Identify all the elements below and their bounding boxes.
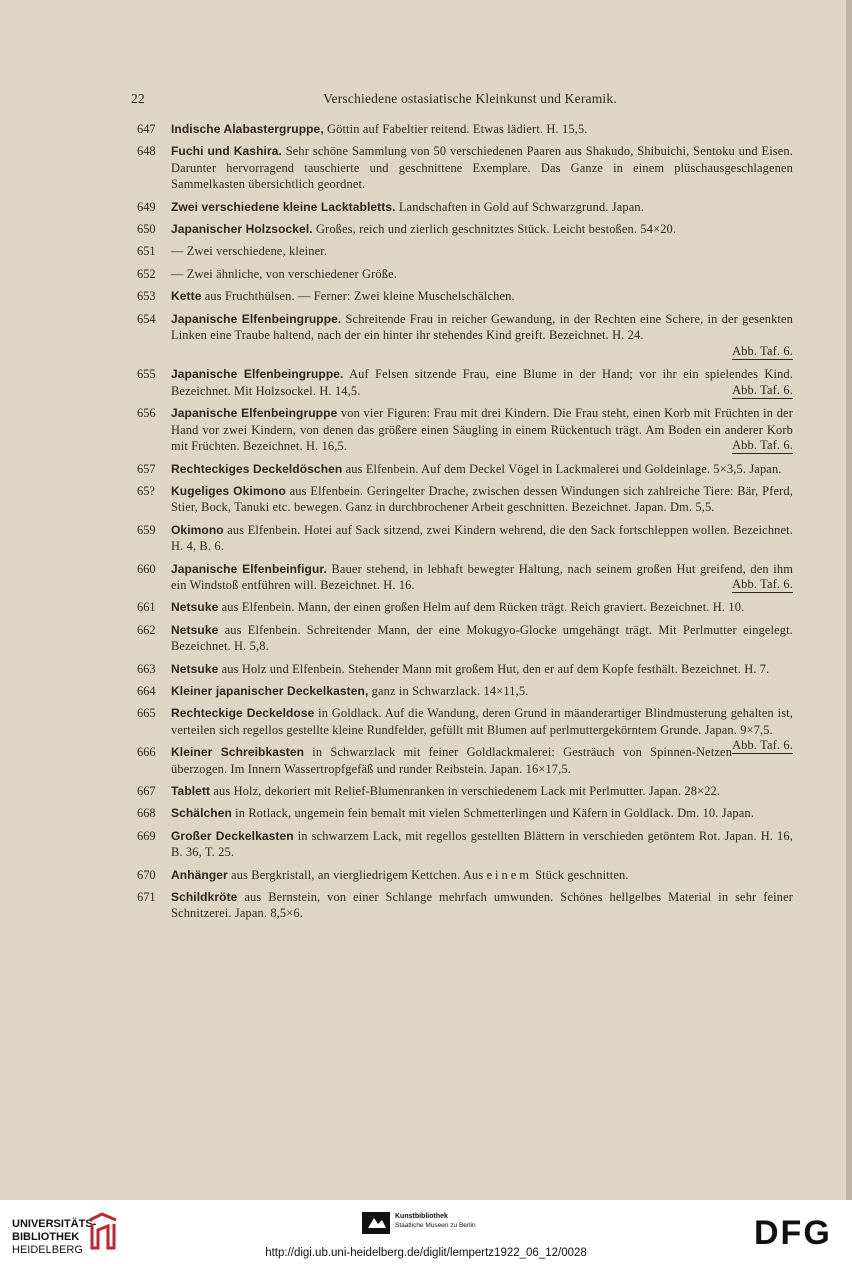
entry-body xyxy=(171,661,793,677)
catalog-entry-670 xyxy=(137,867,797,883)
entry-text: aus Holz und Elfenbein. Stehender Mann mit großem Hut, den er auf dem Kopfe festhält. Bezeichnet. H. 7. xyxy=(218,661,770,676)
catalog-entry-658 xyxy=(137,483,797,516)
entry-body xyxy=(171,683,793,699)
entry-title: Japanischer Holzsockel. xyxy=(171,222,313,237)
plate-reference: Abb. Taf. 6. xyxy=(732,738,793,753)
entry-title: Anhänger xyxy=(171,867,228,882)
entry-text: aus Bernstein, von einer Schlange mehrfach umwunden. Schönes hellgelbes Material in sehr feiner Schnitzerei. Japan. 8,5×6. xyxy=(171,890,793,921)
entry-body xyxy=(171,744,793,777)
ub-emblem-icon xyxy=(86,1212,120,1252)
entry-text: aus Bergkristall, an viergliedrigem Kettchen. Aus xyxy=(227,867,487,882)
entry-title: Japanische Elfenbeingruppe xyxy=(171,406,338,421)
ub-logo-line3: HEIDELBERG xyxy=(12,1244,83,1256)
entry-title: Tablett xyxy=(171,784,211,798)
entry-number: 670 xyxy=(137,867,156,882)
entry-text: Sehr schöne Sammlung von 50 verschiedenen Paaren aus Shakudo, Shibuichi, Sentoku und Eisen. Darunter hervorragend tauschierte und geschnittene Exemplare. Das Ganze in einem plüschausgeschlagenen Sammelkasten übersichtlich geordnet. xyxy=(171,144,794,192)
entry-number: 661 xyxy=(137,600,156,615)
entry-title: Schälchen xyxy=(171,806,232,821)
entry-number: 659 xyxy=(137,522,156,537)
entry-title: Kette xyxy=(171,289,202,304)
spaced-emphasis: einem xyxy=(486,867,532,882)
entry-body xyxy=(171,311,793,361)
entry-title: Zwei verschiedene kleine Lacktabletts. xyxy=(171,199,396,214)
entry-text: Schreitende Frau in reicher Gewandung, in der Rechten eine Schere, in der gesenkten Linken eine Traube haltend, nach der ein hinter ihr stehendes Kind greift. Bezeichnet. H. 24. xyxy=(171,311,793,343)
entry-body xyxy=(171,199,793,215)
catalog-entry-666 xyxy=(137,744,797,777)
entry-number: 655 xyxy=(137,367,156,382)
entry-text: Bauer stehend, in lebhaft bewegter Haltung, nach seinem großen Hut greifend, den ihm ein Windstoß entführen will. Bezeichnet. H. 16. xyxy=(171,561,793,592)
entry-title: Rechteckiges Deckeldöschen xyxy=(171,461,343,476)
entry-text: in schwarzem Lack, mit regellos gestellten Blättern in verschieden getöntem Rot. Japan. H. 16, B. 36, T. 25. xyxy=(171,828,793,860)
entry-text: Großes, reich und zierlich geschnitztes Stück. Leicht bestoßen. 54×20. xyxy=(312,222,677,237)
catalog-entry-655 xyxy=(137,366,797,399)
catalog-entry-654 xyxy=(137,311,797,361)
entry-title: Kugeliges Okimono xyxy=(171,483,286,498)
catalog-entry-656 xyxy=(137,405,797,454)
entry-body xyxy=(171,522,793,555)
entry-title: Netsuke xyxy=(171,622,219,637)
catalog-entry-651 xyxy=(137,243,797,259)
entry-text: aus Elfenbein. Auf dem Deckel Vögel in Lackmalerei und Goldeinlage. 5×3,5. Japan. xyxy=(342,461,782,476)
entry-number: 654 xyxy=(137,311,156,326)
entry-number: 649 xyxy=(137,199,156,214)
catalog-entry-667 xyxy=(137,783,797,799)
running-head xyxy=(0,91,852,109)
entry-body xyxy=(171,828,793,861)
entry-number: 650 xyxy=(137,222,156,237)
dfg-logo[interactable]: DFG xyxy=(754,1214,832,1252)
catalog-entry-648 xyxy=(137,143,797,192)
entry-number: 65? xyxy=(137,483,155,498)
plate-reference: Abb. Taf. 6. xyxy=(732,344,793,359)
entry-number: 652 xyxy=(137,266,156,281)
plate-reference: Abb. Taf. 6. xyxy=(732,576,793,591)
entry-body xyxy=(171,366,793,399)
entry-body xyxy=(171,143,793,192)
catalog-entry-649 xyxy=(137,199,797,215)
entry-body xyxy=(171,288,793,304)
entry-number: 667 xyxy=(137,784,156,798)
entry-text: ganz in Schwarzlack. 14×11,5. xyxy=(368,683,529,698)
entry-title: Japanische Elfenbeingruppe. xyxy=(171,367,344,382)
entry-body xyxy=(171,805,793,821)
entry-body xyxy=(171,599,793,615)
entry-text: aus Elfenbein. Mann, der einen großen Helm auf dem Rücken trägt. Reich graviert. Bezeichnet. H. 10. xyxy=(218,600,745,615)
entry-text: in Goldlack. Auf die Wandung, deren Grund in mäanderartiger Blindmusterung gehalten ist, verteilen sich regellos gestellte kleine Rundfelder, gefüllt mit Blumen auf perlmuttergekörntem Grunde. Japan. 9×7,5. xyxy=(171,706,794,737)
entry-body xyxy=(171,622,793,655)
entry-number: 665 xyxy=(137,706,156,721)
entry-number: 657 xyxy=(137,461,156,476)
entry-number: 668 xyxy=(137,806,156,821)
catalog-entry-669 xyxy=(137,828,797,861)
kunstbibliothek-icon xyxy=(362,1212,390,1234)
entry-number: 663 xyxy=(137,661,156,676)
entry-title: Rechteckige Deckeldose xyxy=(171,706,315,721)
entry-title: Fuchi und Kashira. xyxy=(171,144,282,159)
entry-text: Landschaften in Gold auf Schwarzgrund. Japan. xyxy=(395,199,645,214)
entry-title: Kleiner japanischer Deckelkasten, xyxy=(171,683,369,698)
entry-number: 671 xyxy=(137,890,156,905)
plate-reference: Abb. Taf. 6. xyxy=(732,438,793,453)
entry-text: aus Holz, dekoriert mit Relief-Blumenranken in verschiedenem Lack mit Perlmutter. Japan. 28×22. xyxy=(210,784,721,798)
entry-title: Japanische Elfenbeingruppe. xyxy=(171,311,342,326)
catalog-entry-668 xyxy=(137,805,797,821)
entry-number: 648 xyxy=(137,144,156,159)
entry-text: aus Fruchthülsen. — Ferner: Zwei kleine Muschelschälchen. xyxy=(201,289,515,304)
entry-text: in Rotlack, ungemein fein bemalt mit vielen Schmetterlingen und Käfern in Goldlack. Dm. 10. Japan. xyxy=(231,806,754,821)
entry-title: Schildkröte xyxy=(171,890,238,905)
ub-logo-line2: BIBLIOTHEK xyxy=(12,1231,80,1243)
entry-text: aus Elfenbein. Schreitender Mann, der eine Mokugyo-Glocke umgehängt trägt. Mit Perlmutter eingelegt. Bezeichnet. H. 5,8. xyxy=(171,622,793,654)
entry-number: 662 xyxy=(137,622,156,637)
entry-number: 664 xyxy=(137,683,156,698)
catalog-entry-653 xyxy=(137,288,797,304)
entry-text: aus Elfenbein. Hotei auf Sack sitzend, zwei Kindern wehrend, die den Sack fortschleppen wollen. Bezeichnet. H. 4, B. 6. xyxy=(171,522,793,554)
entry-title: Japanische Elfenbeinfigur. xyxy=(171,561,327,576)
entry-number: 666 xyxy=(137,745,156,760)
entry-text-end: Stück geschnitten. xyxy=(531,867,629,882)
catalog-entry-671 xyxy=(137,889,797,922)
kb-line2: Staatliche Museen zu Berlin xyxy=(395,1222,476,1229)
entry-body xyxy=(171,243,793,259)
entry-body xyxy=(171,121,793,137)
entry-text: Göttin auf Fabeltier reitend. Etwas lädiert. H. 15,5. xyxy=(323,122,588,136)
catalog-entry-664 xyxy=(137,683,797,699)
entry-body xyxy=(171,561,793,594)
catalog-entry-647 xyxy=(137,121,797,137)
entry-number: 651 xyxy=(137,244,156,259)
plate-reference: Abb. Taf. 6. xyxy=(732,382,793,397)
entry-number: 653 xyxy=(137,289,156,304)
kb-line1: Kunstbibliothek xyxy=(395,1213,448,1220)
catalog-entry-660 xyxy=(137,561,797,594)
entry-body xyxy=(171,461,793,477)
ub-logo-line1: UNIVERSITÄTS- xyxy=(12,1218,97,1230)
catalog-entry-650 xyxy=(137,221,797,237)
entry-title: Netsuke xyxy=(171,661,219,676)
entry-text: — Zwei verschiedene, kleiner. xyxy=(171,244,328,259)
entry-title: Netsuke xyxy=(171,600,219,615)
entry-text: — Zwei ähnliche, von verschiedener Größe. xyxy=(171,266,397,281)
catalog-entry-663 xyxy=(137,661,797,677)
catalog-entry-657 xyxy=(137,461,797,477)
catalog-entry-659 xyxy=(137,522,797,555)
entry-body xyxy=(171,783,793,799)
entry-title: Okimono xyxy=(171,522,224,537)
catalog-entry-652 xyxy=(137,266,797,282)
entry-title: Indische Alabastergruppe, xyxy=(171,122,324,136)
entry-body xyxy=(171,221,793,237)
entry-text: aus Elfenbein. Geringelter Drache, zwischen dessen Windungen sich zahlreiche Tiere: Bär, Pferd, Stier, Bock, Tanuki etc. bewegen. Ganz in durchbrochener Arbeit geschnitten. Bezeichnet. Japan. Dm. 5,5. xyxy=(171,483,793,515)
entry-title: Kleiner Schreibkasten xyxy=(171,745,305,760)
entry-body xyxy=(171,889,793,922)
page-edge xyxy=(846,0,852,1200)
catalog-entry-662 xyxy=(137,622,797,655)
entry-number: 647 xyxy=(137,122,156,136)
entry-number: 660 xyxy=(137,561,156,576)
entry-number: 669 xyxy=(137,828,156,843)
entry-body xyxy=(171,405,793,454)
source-url[interactable]: http://digi.ub.uni-heidelberg.de/diglit/lempertz1922_06_12/0028 xyxy=(265,1247,587,1259)
entry-number: 656 xyxy=(137,406,156,421)
entry-text: in Schwarzlack mit feiner Goldlackmalerei: Gesträuch von Spinnen-Netzen überzogen. Im Innern Wassertropfgefäß und runder Reibstein. Japan. 16×17,5. xyxy=(171,745,733,776)
entry-text: Auf Felsen sitzende Frau, eine Blume in der Hand; vor ihr ein spielendes Kind. Bezeichnet. Mit Holzsockel. H. 14,5. xyxy=(171,367,793,398)
catalog-entry-661 xyxy=(137,599,797,615)
entry-body xyxy=(171,483,793,516)
entry-title: Großer Deckelkasten xyxy=(171,828,294,843)
page-title: Verschiedene ostasiatische Kleinkunst und Keramik. xyxy=(323,91,617,106)
kunstbibliothek-logo[interactable] xyxy=(395,1212,476,1230)
entry-text: von vier Figuren: Frau mit drei Kindern. Die Frau steht, einen Korb mit Früchten in der Hand vor zwei Kindern, von denen das größere einen Säugling in einem Rückentuch trägt. Am Boden ein anderer Korb mit Früchten. Bezeichnet. H. 16,5. xyxy=(171,406,793,454)
entry-body xyxy=(171,266,793,282)
entry-body xyxy=(171,867,793,883)
catalog-entries xyxy=(137,121,797,928)
page-number: 22 xyxy=(131,91,145,106)
